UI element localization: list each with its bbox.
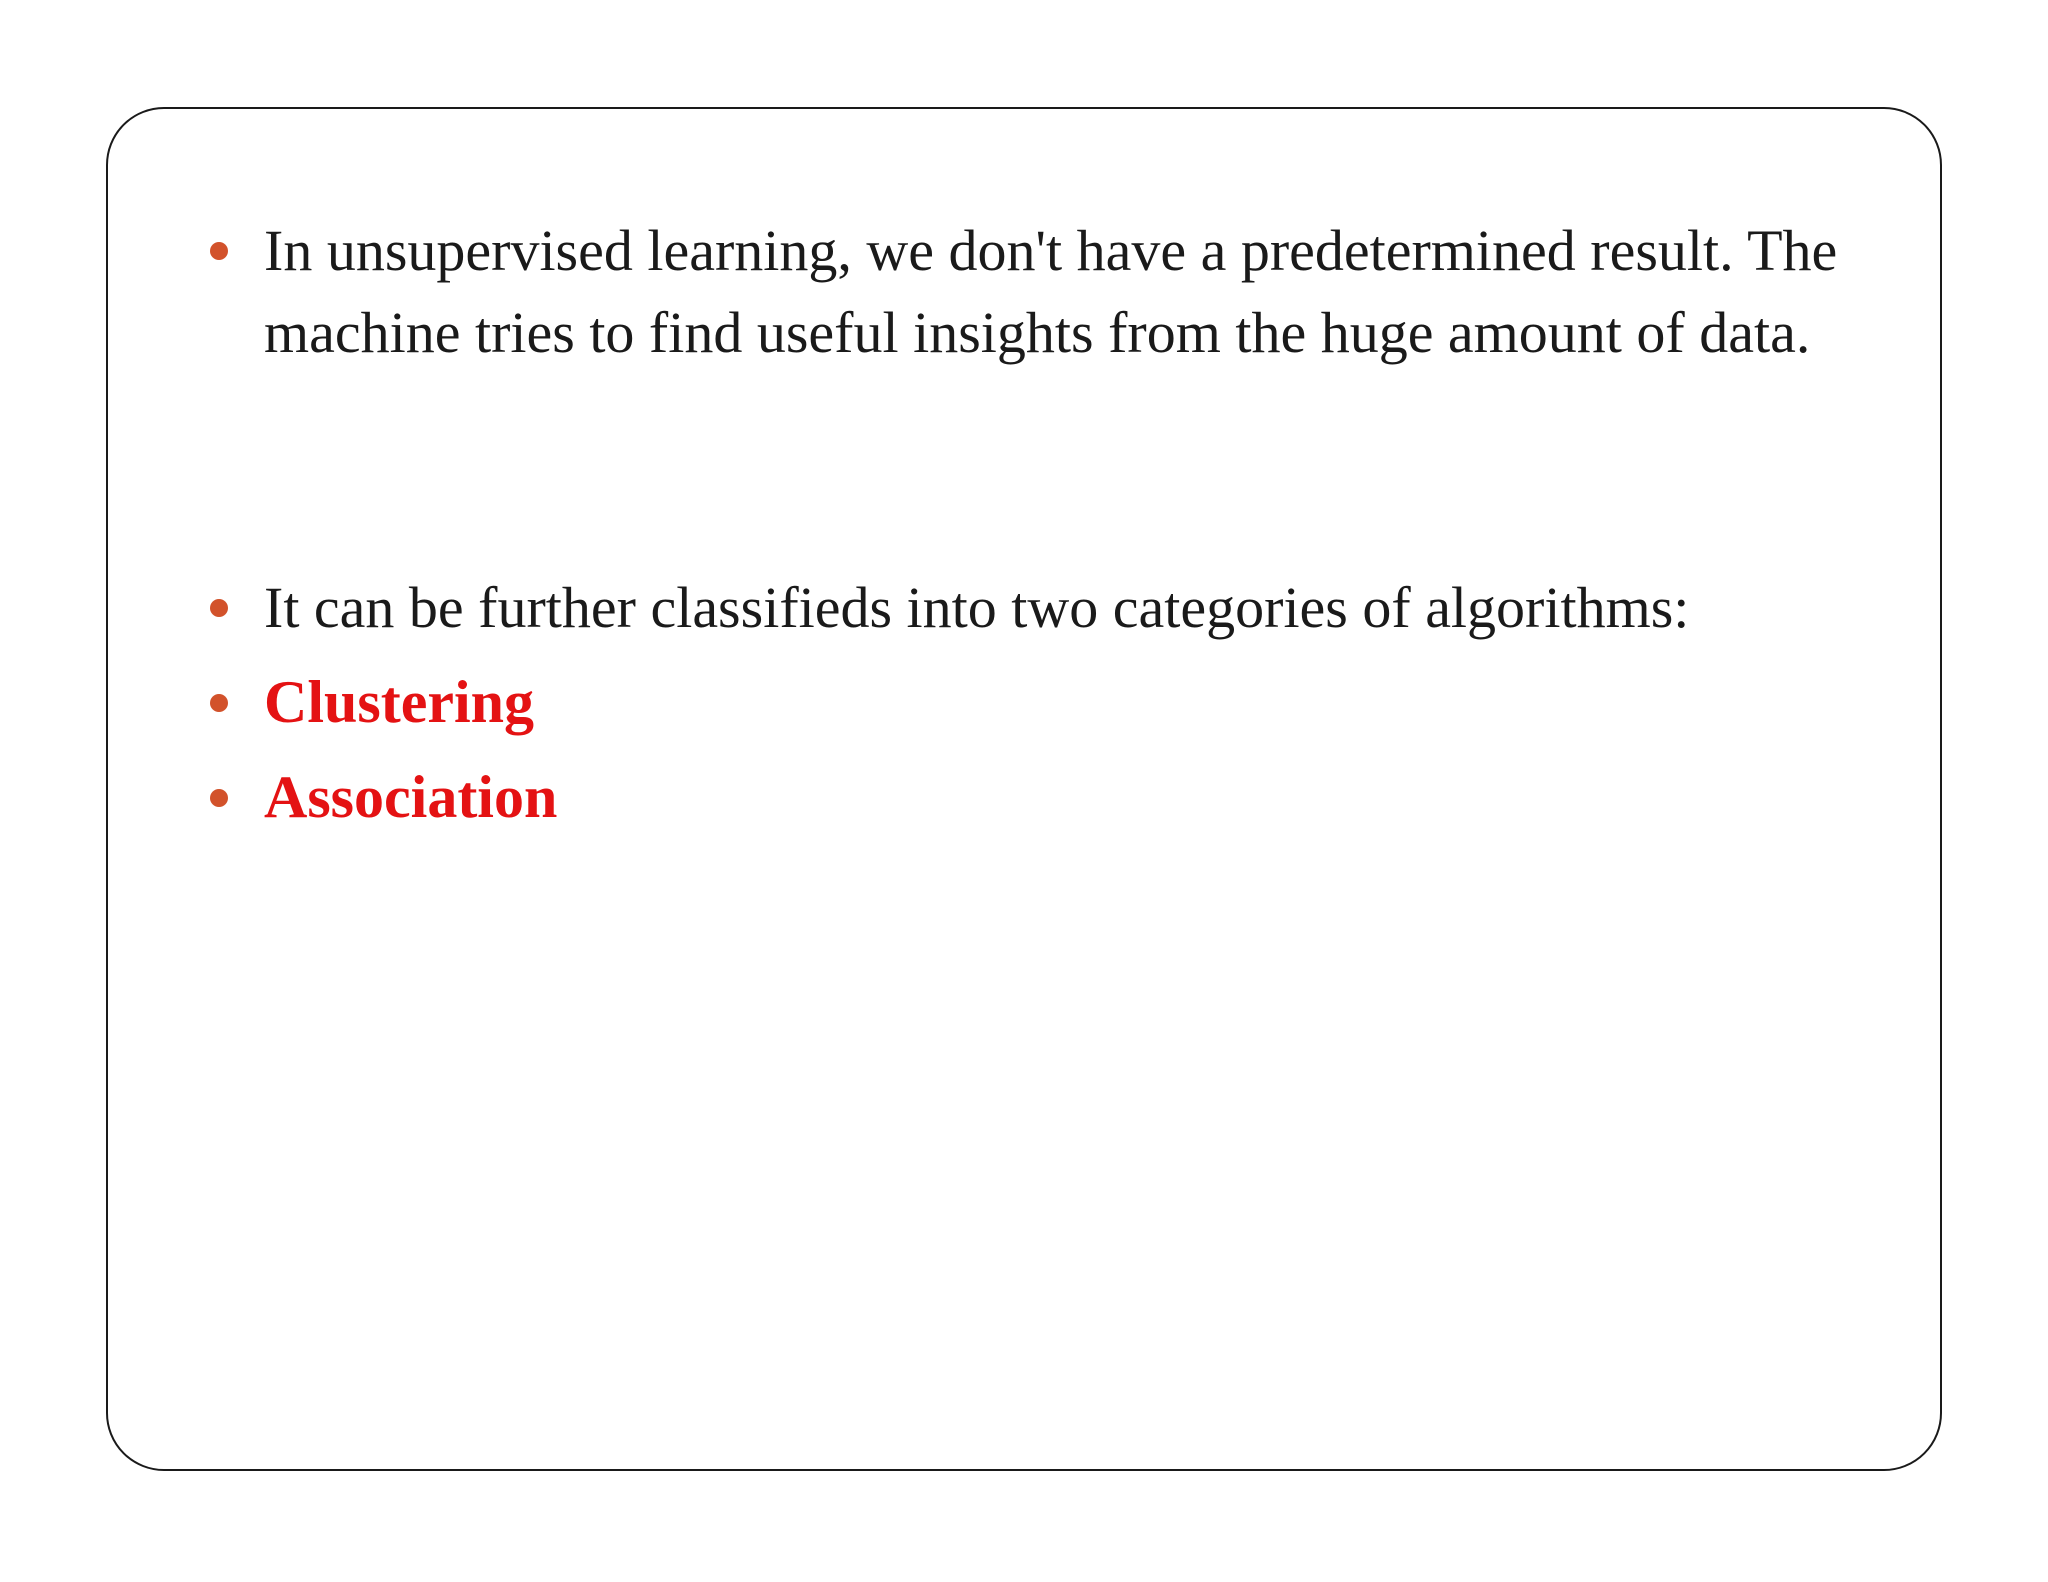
bullet-item-categories-intro bbox=[264, 567, 1884, 649]
bullet-text: Clustering bbox=[264, 669, 534, 735]
bullet-dot-icon bbox=[210, 789, 228, 807]
bullet-item-association bbox=[264, 756, 1884, 838]
bullet-item-clustering bbox=[264, 661, 1884, 743]
bullet-dot-icon bbox=[210, 694, 228, 712]
bullet-dot-icon bbox=[210, 242, 228, 260]
bullet-dot-icon bbox=[210, 599, 228, 617]
bullet-text: Association bbox=[264, 764, 558, 830]
bullet-text: In unsupervised learning, we don't have a predetermined result. The machine tries to find useful insights from the huge amount of data. bbox=[264, 218, 1838, 365]
bullet-item-unsupervised-definition bbox=[264, 210, 1884, 374]
bullet-text: It can be further classifieds into two categories of algorithms: bbox=[264, 575, 1690, 640]
